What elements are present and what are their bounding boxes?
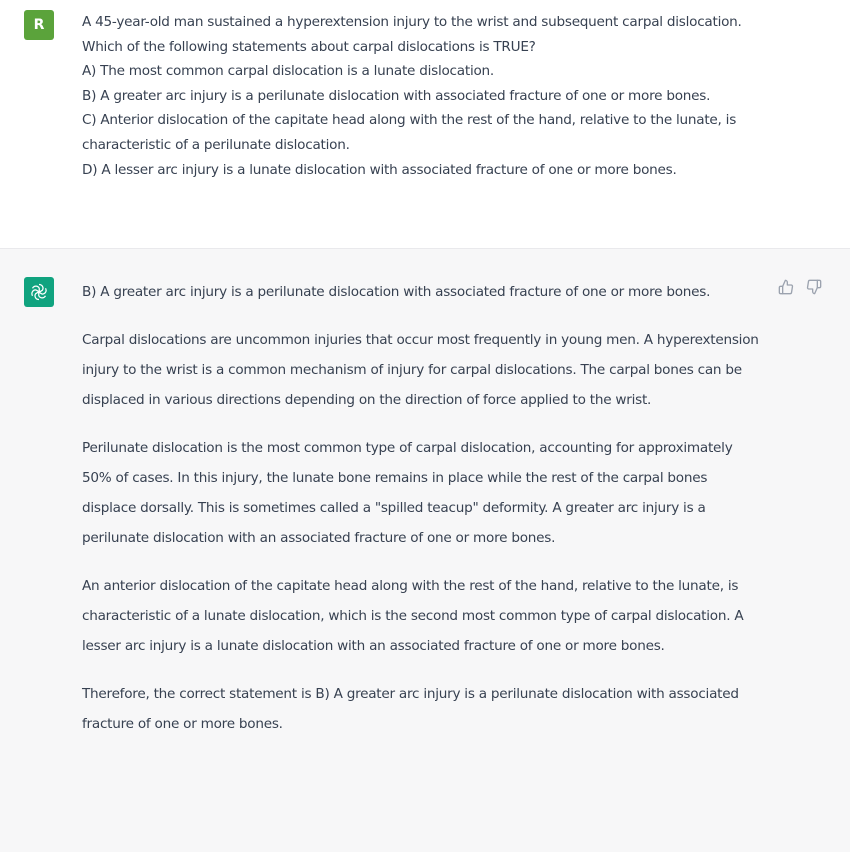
user-avatar <box>24 10 54 40</box>
option-d: D) A lesser arc injury is a lunate dislocation with associated fracture of one or more bones. <box>82 161 677 178</box>
assistant-message <box>0 249 850 852</box>
thumbs-up-button[interactable] <box>777 278 795 296</box>
option-c: C) Anterior dislocation of the capitate head along with the rest of the hand, relative to the lunate, is characteristic of a perilunate dislocation. <box>82 112 737 153</box>
option-a: A) The most common carpal dislocation is a lunate dislocation. <box>82 63 494 80</box>
option-b: B) A greater arc injury is a perilunate dislocation with associated fracture of one or more bones. <box>82 87 711 104</box>
explanation-paragraph: An anterior dislocation of the capitate head along with the rest of the hand, relative to the lunate, is characteristic of a lunate dislocation, which is the second most common type of carpal dislocation. A lesser arc injury is a lunate dislocation with an associated fracture of one or more bones. <box>82 578 744 654</box>
conclusion-paragraph: Therefore, the correct statement is B) A greater arc injury is a perilunate dislocation with associated fracture of one or more bones. <box>82 686 739 732</box>
thumbs-up-icon <box>778 279 794 295</box>
explanation-paragraph: Perilunate dislocation is the most common type of carpal dislocation, accounting for approximately 50% of cases. In this injury, the lunate bone remains in place while the rest of the carpal bones displace dorsally. This is sometimes called a "spilled teacup" deformity. A greater arc injury is a perilunate dislocation with an associated fracture of one or more bones. <box>82 440 733 546</box>
answer-paragraph: B) A greater arc injury is a perilunate dislocation with associated fracture of one or more bones. <box>82 284 711 300</box>
assistant-message-text <box>82 277 762 757</box>
user-message-text <box>82 10 772 182</box>
feedback-buttons <box>777 278 823 296</box>
user-message <box>0 0 850 249</box>
explanation-paragraph: Carpal dislocations are uncommon injuries that occur most frequently in young men. A hyperextension injury to the wrist is a common mechanism of injury for carpal dislocations. The carpal bones can be displaced in various directions depending on the direction of force applied to the wrist. <box>82 332 759 408</box>
openai-logo-icon <box>29 282 49 302</box>
user-avatar-letter: R <box>33 17 45 33</box>
assistant-avatar <box>24 277 54 307</box>
thumbs-down-button[interactable] <box>805 278 823 296</box>
thumbs-down-icon <box>806 279 822 295</box>
question-stem: A 45-year-old man sustained a hyperextension injury to the wrist and subsequent carpal dislocation. Which of the following statements about carpal dislocations is TRUE? <box>82 14 742 55</box>
